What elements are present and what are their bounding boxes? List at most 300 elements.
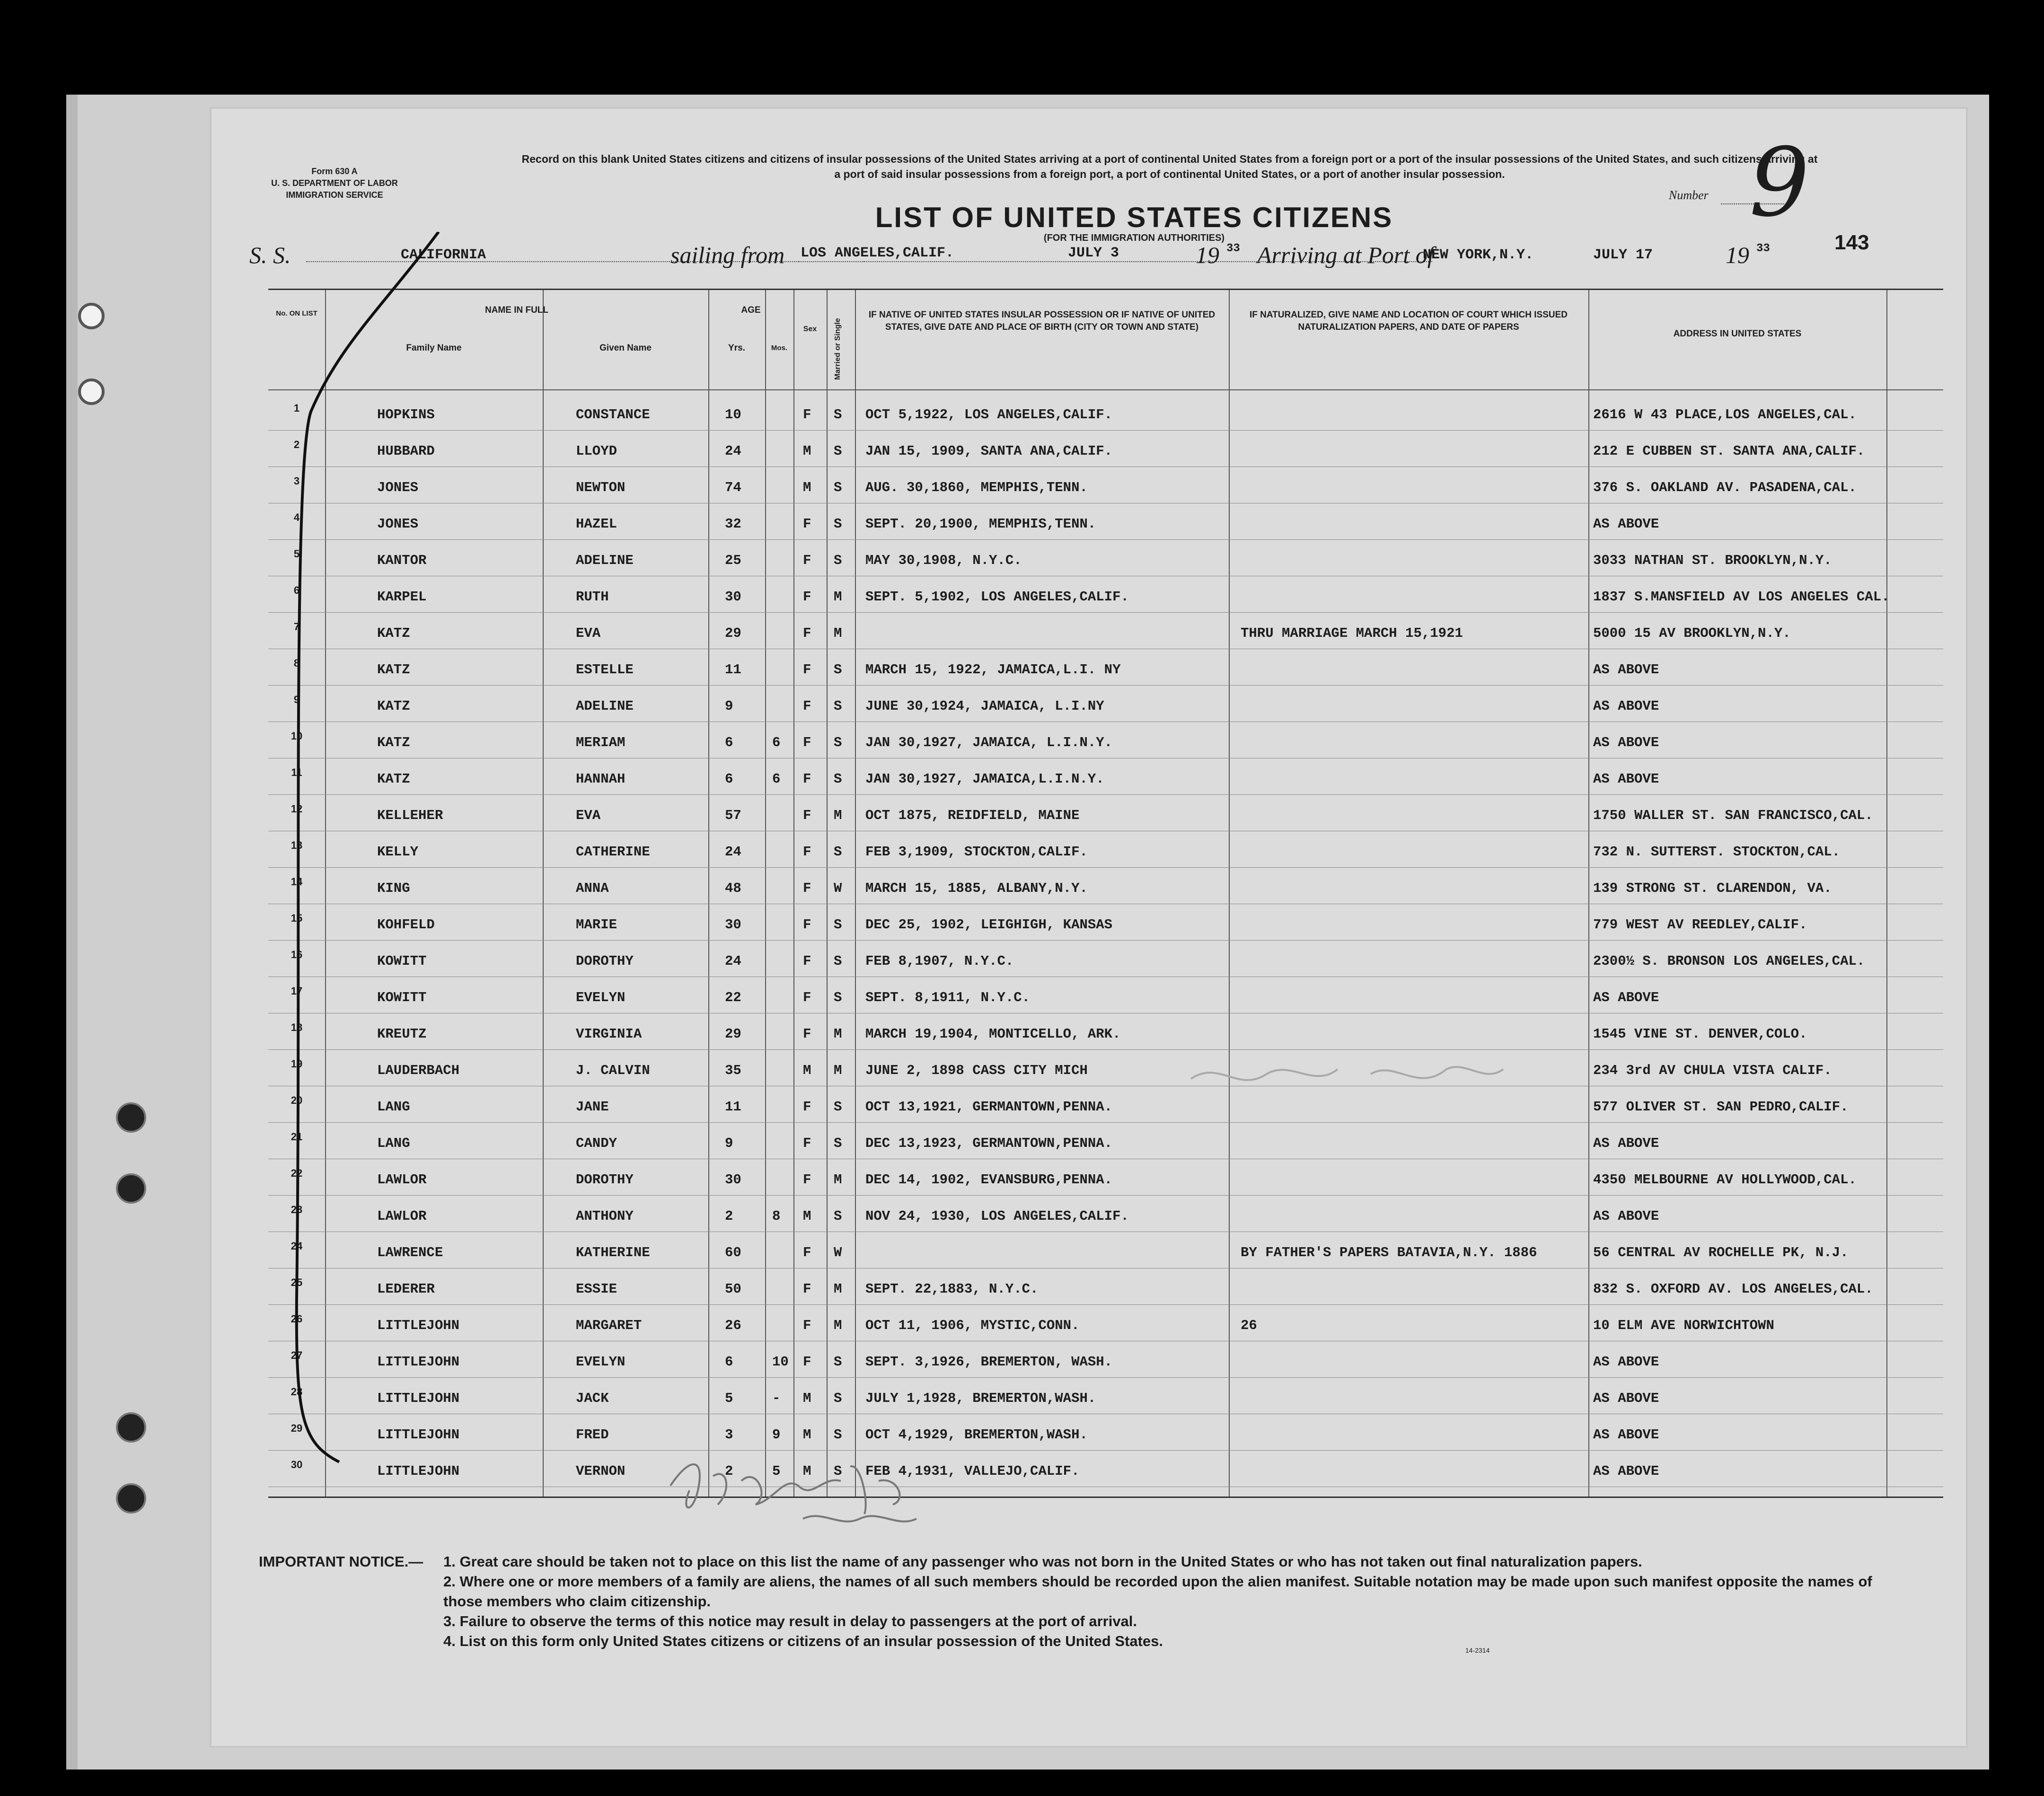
family-name-cell: LITTLEJOHN <box>377 1354 460 1370</box>
row-number: 24 <box>291 1240 303 1252</box>
ship-name: CALIFORNIA <box>401 247 486 263</box>
sex-cell: M <box>803 1063 811 1078</box>
column-divider <box>708 290 709 1497</box>
row-number: 30 <box>291 1459 303 1470</box>
age-years-cell: 5 <box>725 1391 733 1406</box>
age-years-cell: 24 <box>725 844 741 860</box>
address-cell: 10 ELM AVE NORWICHTOWN <box>1593 1318 1774 1333</box>
marital-status-cell: S <box>834 443 842 459</box>
age-months-cell: - <box>772 1391 781 1406</box>
page-number: 143 <box>1834 231 1869 254</box>
row-number: 4 <box>293 511 300 523</box>
arrival-year-prefix: 19 <box>1726 242 1749 268</box>
sex-cell: F <box>803 516 811 532</box>
given-name-cell: VIRGINIA <box>576 1026 642 1042</box>
notice-item: 4. List on this form only United States citizens or citizens of an insular possession of the United States. <box>443 1633 1163 1649</box>
marital-status-cell: S <box>834 662 842 678</box>
header-address: ADDRESS IN UNITED STATES <box>1673 329 1802 339</box>
given-name-cell: JANE <box>576 1099 609 1115</box>
birth-details-cell: AUG. 30,1860, MEMPHIS,TENN. <box>865 480 1088 495</box>
age-months-cell: 8 <box>772 1208 781 1224</box>
marital-status-cell: S <box>834 953 842 969</box>
marital-status-cell: S <box>834 698 842 714</box>
address-cell: AS ABOVE <box>1593 1427 1659 1443</box>
sex-cell: M <box>803 443 811 459</box>
age-years-cell: 11 <box>725 1099 741 1115</box>
handwritten-bracket <box>282 232 481 1557</box>
age-years-cell: 32 <box>725 516 741 532</box>
given-name-cell: MERIAM <box>576 735 626 750</box>
arrival-date: JULY 17 <box>1593 247 1653 263</box>
address-cell: 779 WEST AV REEDLEY,CALIF. <box>1593 917 1807 933</box>
header-no-on-list: No. ON LIST <box>276 309 317 317</box>
age-months-cell: 9 <box>772 1427 781 1443</box>
family-name-cell: LEDERER <box>377 1281 435 1297</box>
age-years-cell: 9 <box>725 698 733 714</box>
punch-hole <box>78 379 105 405</box>
sex-cell: F <box>803 625 811 641</box>
given-name-cell: CATHERINE <box>576 844 650 860</box>
birth-details-cell: OCT 13,1921, GERMANTOWN,PENNA. <box>865 1099 1113 1115</box>
sex-cell: F <box>803 844 811 860</box>
age-years-cell: 48 <box>725 880 741 896</box>
sex-cell: M <box>803 1427 811 1443</box>
marital-status-cell: S <box>834 1208 842 1224</box>
header-name-in-full: NAME IN FULL <box>485 305 549 315</box>
address-cell: 577 OLIVER ST. SAN PEDRO,CALIF. <box>1593 1099 1849 1115</box>
birth-details-cell: JAN 15, 1909, SANTA ANA,CALIF. <box>865 443 1113 459</box>
sex-cell: F <box>803 771 811 787</box>
family-name-cell: LITTLEJOHN <box>377 1391 460 1406</box>
birth-details-cell: SEPT. 8,1911, N.Y.C. <box>865 990 1031 1005</box>
notice-item: 1. Great care should be taken not to place on this list the name of any passenger who was not born in the United States or who has not taken out final naturalization papers. <box>443 1553 1642 1570</box>
address-cell: AS ABOVE <box>1593 990 1659 1005</box>
age-years-cell: 6 <box>725 735 733 750</box>
page-subtitle: (FOR THE IMMIGRATION AUTHORITIES) <box>1043 233 1225 243</box>
sex-cell: M <box>803 1391 811 1406</box>
family-name-cell: KATZ <box>377 662 410 678</box>
address-cell: AS ABOVE <box>1593 1208 1659 1224</box>
form-identifier <box>240 166 429 201</box>
row-number: 13 <box>291 839 303 851</box>
given-name-cell: MARIE <box>576 917 617 933</box>
address-cell: 139 STRONG ST. CLARENDON, VA. <box>1593 880 1832 896</box>
naturalization-cell: 26 <box>1241 1318 1257 1333</box>
header-given-name: Given Name <box>599 343 652 353</box>
family-name-cell: LAWLOR <box>377 1172 427 1188</box>
number-label: Number <box>1669 188 1709 202</box>
departure-port: LOS ANGELES,CALIF. <box>801 245 954 261</box>
arrival-port: NEW YORK,N.Y. <box>1423 247 1534 263</box>
sex-cell: F <box>803 662 811 678</box>
marital-status-cell: S <box>834 1099 842 1115</box>
age-years-cell: 60 <box>725 1245 741 1260</box>
birth-details-cell: OCT 11, 1906, MYSTIC,CONN. <box>865 1318 1080 1333</box>
given-name-cell: DOROTHY <box>576 953 634 969</box>
sex-cell: F <box>803 953 811 969</box>
notice-item: 3. Failure to observe the terms of this notice may result in delay to passengers at the port of arrival. <box>443 1613 1137 1629</box>
sheet-number: 9 <box>1749 128 1810 238</box>
header-married-or-single: Married or Single <box>834 318 842 380</box>
departure-year: 33 <box>1226 242 1240 255</box>
family-name-cell: LANG <box>377 1136 410 1151</box>
family-name-cell: KREUTZ <box>377 1026 427 1042</box>
family-name-cell: KATZ <box>377 771 410 787</box>
address-cell: AS ABOVE <box>1593 662 1659 678</box>
row-number: 20 <box>291 1094 303 1106</box>
marital-status-cell: M <box>834 1281 842 1297</box>
form-instructions: Record on this blank United States citizens and citizens of insular possessions of the United States arriving at a port of continental United States from a foreign port or a port of the insular possessions of the United States, and such citizens arriving at a port of said insular possessions from a foreign port, a port of continental United States, or a port of another insular possession. <box>521 153 1818 180</box>
age-months-cell: 6 <box>772 735 781 750</box>
sex-cell: F <box>803 1245 811 1260</box>
punch-hole <box>78 303 105 329</box>
address-cell: AS ABOVE <box>1593 1354 1659 1370</box>
column-divider <box>543 290 544 1497</box>
address-cell: 732 N. SUTTERST. STOCKTON,CAL. <box>1593 844 1841 860</box>
marital-status-cell: S <box>834 480 842 495</box>
marital-status-cell: S <box>834 407 842 423</box>
departure-year-prefix: 19 <box>1196 242 1219 268</box>
family-name-cell: LITTLEJOHN <box>377 1318 460 1333</box>
age-years-cell: 30 <box>725 1172 741 1188</box>
column-divider <box>1886 290 1887 1497</box>
marital-status-cell: M <box>834 589 842 605</box>
punch-hole <box>116 1173 146 1204</box>
age-years-cell: 26 <box>725 1318 741 1333</box>
sex-cell: F <box>803 1354 811 1370</box>
family-name-cell: LAWRENCE <box>377 1245 443 1260</box>
age-years-cell: 57 <box>725 808 741 823</box>
sex-cell: F <box>803 808 811 823</box>
age-years-cell: 24 <box>725 953 741 969</box>
marital-status-cell: M <box>834 625 842 641</box>
birth-details-cell: SEPT. 5,1902, LOS ANGELES,CALIF. <box>865 589 1129 605</box>
family-name-cell: KELLY <box>377 844 419 860</box>
family-name-cell: KOWITT <box>377 990 427 1005</box>
birth-details-cell: DEC 13,1923, GERMANTOWN,PENNA. <box>865 1136 1113 1151</box>
row-divider <box>268 940 1943 941</box>
birth-details-cell: SEPT. 20,1900, MEMPHIS,TENN. <box>865 516 1096 532</box>
given-name-cell: EVA <box>576 625 601 641</box>
row-divider <box>268 1450 1943 1451</box>
punch-hole <box>116 1412 146 1443</box>
marital-status-cell: S <box>834 917 842 933</box>
sex-cell: F <box>803 1318 811 1333</box>
given-name-cell: VERNON <box>576 1463 626 1479</box>
sex-cell: M <box>803 480 811 495</box>
age-years-cell: 24 <box>725 443 741 459</box>
age-months-cell: 10 <box>772 1354 789 1370</box>
faint-annotation <box>1181 1050 1513 1107</box>
row-number: 8 <box>293 657 300 669</box>
birth-details-cell: FEB 4,1931, VALLEJO,CALIF. <box>865 1463 1080 1479</box>
birth-details-cell: OCT 4,1929, BREMERTON,WASH. <box>865 1427 1088 1443</box>
marital-status-cell: M <box>834 1318 842 1333</box>
column-divider <box>765 290 766 1497</box>
given-name-cell: EVELYN <box>576 990 626 1005</box>
marital-status-cell: S <box>834 1391 842 1406</box>
sex-cell: F <box>803 553 811 568</box>
age-years-cell: 29 <box>725 625 741 641</box>
header-naturalization: IF NATURALIZED, GIVE NAME AND LOCATION OF COURT WHICH ISSUED NATURALIZATION PAPERS, AND DATE OF PAPERS <box>1249 310 1568 332</box>
given-name-cell: JACK <box>576 1391 609 1406</box>
birth-details-cell: DEC 14, 1902, EVANSBURG,PENNA. <box>865 1172 1113 1188</box>
address-cell: AS ABOVE <box>1593 771 1659 787</box>
sex-cell: F <box>803 735 811 750</box>
age-years-cell: 3 <box>725 1427 733 1443</box>
address-cell: 1545 VINE ST. DENVER,COLO. <box>1593 1026 1807 1042</box>
address-cell: AS ABOVE <box>1593 735 1659 750</box>
row-divider <box>268 1195 1943 1196</box>
notice-heading: IMPORTANT NOTICE.— <box>259 1553 423 1570</box>
row-divider <box>268 430 1943 431</box>
sex-cell: F <box>803 589 811 605</box>
given-name-cell: J. CALVIN <box>576 1063 650 1078</box>
form-number: Form 630 A <box>311 167 358 176</box>
important-notice <box>259 1552 1915 1649</box>
age-years-cell: 2 <box>725 1208 733 1224</box>
row-number: 21 <box>291 1131 303 1143</box>
header-birth-details: IF NATIVE OF UNITED STATES INSULAR POSSESSION OR IF NATIVE OF UNITED STATES, GIVE DATE AND PLACE OF BIRTH (CITY OR TOWN AND STATE) <box>868 310 1216 332</box>
address-cell: AS ABOVE <box>1593 1463 1659 1479</box>
address-cell: 212 E CUBBEN ST. SANTA ANA,CALIF. <box>1593 443 1865 459</box>
row-number: 10 <box>291 730 303 742</box>
row-number: 6 <box>293 584 300 596</box>
header-divider <box>268 389 1943 390</box>
row-divider <box>268 1304 1943 1305</box>
row-number: 11 <box>291 766 302 778</box>
address-cell: 234 3rd AV CHULA VISTA CALIF. <box>1593 1063 1832 1078</box>
arrival-year: 33 <box>1756 242 1770 255</box>
family-name-cell: LAUDERBACH <box>377 1063 460 1078</box>
marital-status-cell: S <box>834 771 842 787</box>
row-number: 14 <box>291 876 303 888</box>
marital-status-cell: S <box>834 553 842 568</box>
marital-status-cell: W <box>834 1245 842 1260</box>
row-number: 2 <box>293 439 300 450</box>
birth-details-cell: MAY 30,1908, N.Y.C. <box>865 553 1022 568</box>
header-years: Yrs. <box>728 343 745 353</box>
row-number: 9 <box>293 694 300 705</box>
age-years-cell: 74 <box>725 480 741 495</box>
departure-date: JULY 3 <box>1068 245 1119 261</box>
family-name-cell: LAWLOR <box>377 1208 427 1224</box>
family-name-cell: KATZ <box>377 698 410 714</box>
address-cell: 5000 15 AV BROOKLYN,N.Y. <box>1593 625 1791 641</box>
age-years-cell: 6 <box>725 771 733 787</box>
service-name: IMMIGRATION SERVICE <box>286 190 383 200</box>
family-name-cell: KELLEHER <box>377 808 443 823</box>
family-name-cell: JONES <box>377 516 419 532</box>
age-years-cell: 30 <box>725 917 741 933</box>
age-years-cell: 29 <box>725 1026 741 1042</box>
birth-details-cell: FEB 3,1909, STOCKTON,CALIF. <box>865 844 1088 860</box>
age-years-cell: 22 <box>725 990 741 1005</box>
birth-details-cell: SEPT. 3,1926, BREMERTON, WASH. <box>865 1354 1113 1370</box>
address-cell: 2616 W 43 PLACE,LOS ANGELES,CAL. <box>1593 407 1857 423</box>
given-name-cell: FRED <box>576 1427 609 1443</box>
marital-status-cell: M <box>834 808 842 823</box>
birth-details-cell: DEC 25, 1902, LEIGHIGH, KANSAS <box>865 917 1113 933</box>
given-name-cell: ADELINE <box>576 698 634 714</box>
birth-details-cell: OCT 1875, REIDFIELD, MAINE <box>865 808 1080 823</box>
row-number: 19 <box>291 1058 303 1070</box>
given-name-cell: MARGARET <box>576 1318 642 1333</box>
given-name-cell: RUTH <box>576 589 609 605</box>
age-years-cell: 9 <box>725 1136 733 1151</box>
family-name-cell: HOPKINS <box>377 407 435 423</box>
row-divider <box>268 1122 1943 1123</box>
marital-status-cell: S <box>834 1463 842 1479</box>
age-years-cell: 6 <box>725 1354 733 1370</box>
birth-details-cell: SEPT. 22,1883, N.Y.C. <box>865 1281 1039 1297</box>
row-number: 25 <box>291 1277 303 1288</box>
ss-label: S. S. <box>249 242 291 268</box>
given-name-cell: ANTHONY <box>576 1208 634 1224</box>
birth-details-cell: JAN 30,1927, JAMAICA, L.I.N.Y. <box>865 735 1113 750</box>
given-name-cell: ESTELLE <box>576 662 634 678</box>
given-name-cell: CONSTANCE <box>576 407 650 423</box>
sex-cell: F <box>803 880 811 896</box>
arriving-label: Arriving at Port of <box>1257 242 1434 268</box>
address-cell: 1750 WALLER ST. SAN FRANCISCO,CAL. <box>1593 808 1873 823</box>
sex-cell: F <box>803 407 811 423</box>
family-name-cell: KOWITT <box>377 953 427 969</box>
age-years-cell: 11 <box>725 662 741 678</box>
row-divider <box>268 685 1943 686</box>
row-number: 17 <box>291 985 303 997</box>
marital-status-cell: S <box>834 1427 842 1443</box>
given-name-cell: HANNAH <box>576 771 626 787</box>
row-number: 15 <box>291 912 303 924</box>
address-cell: 56 CENTRAL AV ROCHELLE PK, N.J. <box>1593 1245 1849 1260</box>
marital-status-cell: S <box>834 735 842 750</box>
notice-item: 2. Where one or more members of a family are aliens, the names of all such members should be recorded upon the alien manifest. Suitable notation may be made upon such manifest opposite the names of those members who claim citizenship. <box>443 1573 1872 1610</box>
row-divider <box>268 539 1943 540</box>
given-name-cell: HAZEL <box>576 516 617 532</box>
address-cell: 3033 NATHAN ST. BROOKLYN,N.Y. <box>1593 553 1832 568</box>
sex-cell: F <box>803 698 811 714</box>
family-name-cell: JONES <box>377 480 419 495</box>
page-title: LIST OF UNITED STATES CITIZENS <box>875 202 1393 233</box>
sex-cell: F <box>803 1172 811 1188</box>
row-number: 1 <box>293 402 300 414</box>
header-family-name: Family Name <box>406 343 462 353</box>
given-name-cell: ESSIE <box>576 1281 617 1297</box>
given-name-cell: ADELINE <box>576 553 634 568</box>
column-divider <box>1229 290 1230 1497</box>
sex-cell: F <box>803 990 811 1005</box>
header-months: Mos. <box>771 344 788 352</box>
address-cell: AS ABOVE <box>1593 698 1659 714</box>
notice-items <box>443 1552 1901 1651</box>
sex-cell: F <box>803 917 811 933</box>
sex-cell: F <box>803 1136 811 1151</box>
row-divider <box>268 794 1943 795</box>
column-divider <box>855 290 856 1497</box>
birth-details-cell: JULY 1,1928, BREMERTON,WASH. <box>865 1391 1096 1406</box>
row-divider <box>268 1049 1943 1050</box>
column-divider <box>793 290 794 1497</box>
marital-status-cell: S <box>834 1354 842 1370</box>
family-name-cell: KARPEL <box>377 589 427 605</box>
birth-details-cell: MARCH 19,1904, MONTICELLO, ARK. <box>865 1026 1121 1042</box>
age-years-cell: 35 <box>725 1063 741 1078</box>
column-divider <box>827 290 828 1497</box>
address-cell: 832 S. OXFORD AV. LOS ANGELES,CAL. <box>1593 1281 1873 1297</box>
address-cell: AS ABOVE <box>1593 1391 1659 1406</box>
family-name-cell: HUBBARD <box>377 443 435 459</box>
row-number: 28 <box>291 1386 303 1398</box>
given-name-cell: NEWTON <box>576 480 626 495</box>
row-number: 5 <box>293 548 300 560</box>
header-age: AGE <box>741 305 761 315</box>
birth-details-cell: NOV 24, 1930, LOS ANGELES,CALIF. <box>865 1208 1129 1224</box>
given-name-cell: KATHERINE <box>576 1245 650 1260</box>
department-name: U. S. DEPARTMENT OF LABOR <box>271 178 398 188</box>
marital-status-cell: S <box>834 844 842 860</box>
family-name-cell: KOHFELD <box>377 917 435 933</box>
birth-details-cell: JUNE 30,1924, JAMAICA, L.I.NY <box>865 698 1104 714</box>
sex-cell: F <box>803 1026 811 1042</box>
naturalization-cell: THRU MARRIAGE MARCH 15,1921 <box>1241 625 1463 641</box>
inspector-signature <box>661 1448 945 1542</box>
family-name-cell: LITTLEJOHN <box>377 1427 460 1443</box>
address-cell: AS ABOVE <box>1593 1136 1659 1151</box>
address-cell: AS ABOVE <box>1593 516 1659 532</box>
sex-cell: F <box>803 1281 811 1297</box>
family-name-cell: KANTOR <box>377 553 427 568</box>
family-name-cell: LANG <box>377 1099 410 1115</box>
age-years-cell: 10 <box>725 407 741 423</box>
marital-status-cell: W <box>834 880 842 896</box>
row-number: 7 <box>293 621 300 633</box>
passenger-table <box>268 289 1943 1498</box>
naturalization-cell: BY FATHER'S PAPERS BATAVIA,N.Y. 1886 <box>1241 1245 1537 1260</box>
address-cell: 2300½ S. BRONSON LOS ANGELES,CAL. <box>1593 953 1865 969</box>
birth-details-cell: MARCH 15, 1922, JAMAICA,L.I. NY <box>865 662 1121 678</box>
marital-status-cell: M <box>834 1172 842 1188</box>
column-divider <box>1588 290 1589 1497</box>
sailing-label: sailing from <box>670 242 785 268</box>
family-name-cell: KATZ <box>377 735 410 750</box>
family-name-cell: KING <box>377 880 410 896</box>
punch-hole <box>116 1102 146 1133</box>
family-name-cell: LITTLEJOHN <box>377 1463 460 1479</box>
family-name-cell: KATZ <box>377 625 410 641</box>
age-years-cell: 50 <box>725 1281 741 1297</box>
manifest-sheet <box>211 109 1966 1746</box>
row-number: 22 <box>291 1167 303 1179</box>
row-divider <box>268 867 1943 868</box>
punch-hole <box>116 1483 146 1514</box>
row-divider <box>268 612 1943 613</box>
row-number: 18 <box>291 1021 303 1033</box>
sex-cell: M <box>803 1208 811 1224</box>
row-number: 16 <box>291 949 303 960</box>
birth-details-cell: FEB 8,1907, N.Y.C. <box>865 953 1014 969</box>
address-cell: 376 S. OAKLAND AV. PASADENA,CAL. <box>1593 480 1857 495</box>
header-sex: Sex <box>803 325 817 333</box>
sex-cell: M <box>803 1463 811 1479</box>
row-number: 23 <box>291 1204 303 1215</box>
given-name-cell: ANNA <box>576 880 609 896</box>
birth-details-cell: JAN 30,1927, JAMAICA,L.I.N.Y. <box>865 771 1104 787</box>
age-years-cell: 30 <box>725 589 741 605</box>
marital-status-cell: M <box>834 1026 842 1042</box>
row-number: 27 <box>291 1349 303 1361</box>
given-name-cell: EVELYN <box>576 1354 626 1370</box>
